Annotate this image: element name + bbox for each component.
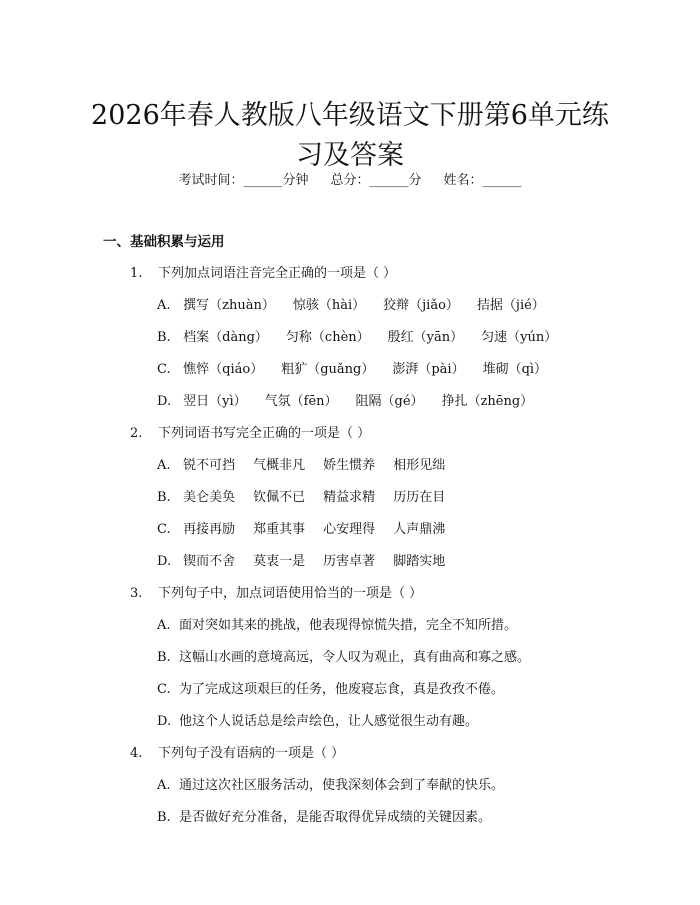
option-letter: B. (157, 650, 171, 665)
option-letter: B. (157, 810, 171, 825)
option-2a (157, 454, 463, 473)
question-3 (130, 582, 422, 601)
option-word: 阻隔（gé） (355, 394, 424, 409)
option-letter: D. (157, 554, 172, 569)
option-word: 匀速（yún） (481, 330, 558, 345)
option-letter: B. (157, 490, 171, 505)
option-word: 历害卓著 (323, 554, 376, 569)
option-word: 脚踏实地 (393, 554, 446, 569)
question-number: 4. (130, 746, 143, 761)
option-word: 气概非凡 (253, 458, 306, 473)
option-letter: A. (157, 458, 171, 473)
option-2b (157, 486, 463, 505)
option-letter: C. (157, 522, 171, 537)
option-1b (157, 326, 575, 345)
option-word: 气氛（fēn） (264, 394, 338, 409)
option-word: 堆砌（qì） (482, 362, 548, 377)
question-number: 3. (130, 586, 143, 601)
exam-score: 总分：______分 (330, 173, 422, 188)
option-3c (157, 678, 504, 697)
option-word: 再接再励 (183, 522, 236, 537)
option-word: 档案（dàng） (183, 330, 268, 345)
exam-name: 姓名：______ (443, 173, 522, 188)
option-word: 粗犷（guǎng） (281, 362, 375, 377)
option-word: 钦佩不已 (253, 490, 306, 505)
option-word: 人声鼎沸 (393, 522, 446, 537)
question-1 (130, 262, 396, 281)
option-word: 翌日（yì） (183, 394, 247, 409)
question-4 (130, 742, 344, 761)
option-word: 拮据（jié） (476, 298, 545, 313)
option-letter: A. (157, 618, 171, 633)
option-4b (157, 806, 491, 825)
question-number: 1. (130, 266, 143, 281)
option-1c (157, 358, 565, 377)
section-heading: 一、基础积累与运用 (103, 234, 225, 250)
option-sentence: 为了完成这项艰巨的任务，他废寝忘食，真是孜孜不倦。 (179, 682, 505, 697)
option-word: 澎湃（pài） (392, 362, 465, 377)
option-word: 锐不可挡 (183, 458, 236, 473)
option-word: 相形见绌 (393, 458, 446, 473)
option-2c (157, 518, 463, 537)
option-letter: C. (157, 682, 171, 697)
question-text: 下列加点词语注音完全正确的一项是（ ） (158, 266, 397, 281)
option-word: 撰写（zhuàn） (183, 298, 275, 313)
document-title: 2026年春人教版八年级语文下册第6单元练习及答案 (91, 100, 609, 172)
option-2d (157, 550, 463, 569)
option-letter: D. (157, 714, 172, 729)
option-word: 历历在目 (393, 490, 446, 505)
option-sentence: 是否做好充分准备，是能否取得优异成绩的关键因素。 (179, 810, 492, 825)
option-word: 憔悴（qiáo） (183, 362, 264, 377)
option-letter: C. (157, 362, 171, 377)
option-sentence: 通过这次社区服务活动，使我深刻体会到了奉献的快乐。 (179, 778, 505, 793)
question-text: 下列句子没有语病的一项是（ ） (158, 746, 345, 761)
option-word: 精益求精 (323, 490, 376, 505)
exam-time: 考试时间：______分钟 (178, 173, 309, 188)
question-text: 下列词语书写完全正确的一项是（ ） (158, 426, 371, 441)
option-1d (157, 390, 551, 409)
option-sentence: 这幅山水画的意境高远，令人叹为观止，真有曲高和寡之感。 (179, 650, 531, 665)
question-text: 下列句子中，加点词语使用恰当的一项是（ ） (158, 586, 423, 601)
exam-meta (0, 169, 700, 188)
option-sentence: 面对突如其来的挑战，他表现得惊慌失措，完全不知所措。 (179, 618, 518, 633)
option-1a (157, 294, 563, 313)
option-word: 惊骇（hài） (292, 298, 366, 313)
option-4a (157, 774, 504, 793)
option-sentence: 他这个人说话总是绘声绘色，让人感觉很生动有趣。 (179, 714, 479, 729)
option-letter: A. (157, 298, 171, 313)
question-2 (130, 422, 370, 441)
option-letter: A. (157, 778, 171, 793)
option-word: 挣扎（zhēng） (441, 394, 534, 409)
option-letter: D. (157, 394, 172, 409)
option-3a (157, 614, 517, 633)
question-number: 2. (130, 426, 143, 441)
option-word: 郑重其事 (253, 522, 306, 537)
option-word: 殷红（yān） (387, 330, 464, 345)
option-word: 莫衷一是 (253, 554, 306, 569)
option-3b (157, 646, 530, 665)
option-word: 锲而不舍 (183, 554, 236, 569)
option-letter: B. (157, 330, 171, 345)
option-word: 娇生惯养 (323, 458, 376, 473)
option-word: 匀称（chèn） (285, 330, 370, 345)
option-word: 心安理得 (323, 522, 376, 537)
option-word: 美仑美奂 (183, 490, 236, 505)
option-3d (157, 710, 478, 729)
option-word: 狡辩（jiǎo） (383, 298, 459, 313)
